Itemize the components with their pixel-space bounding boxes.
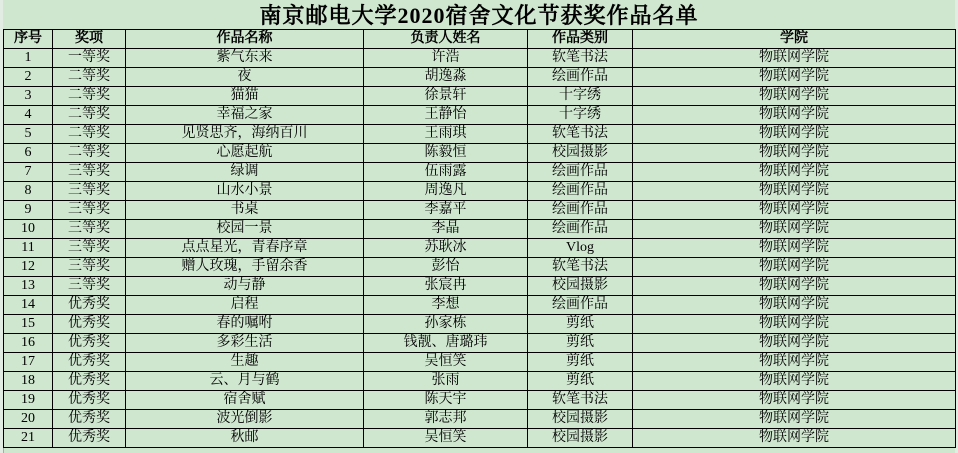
cell-category: 剪纸 [528, 315, 633, 334]
column-header-no: 序号 [4, 30, 53, 49]
cell-work: 绿调 [126, 163, 364, 182]
cell-person: 苏耿冰 [364, 239, 528, 258]
cell-category: 校园摄影 [528, 277, 633, 296]
cell-no: 4 [4, 106, 53, 125]
cell-no: 8 [4, 182, 53, 201]
cell-person: 李晶 [364, 220, 528, 239]
cell-no: 3 [4, 87, 53, 106]
cell-college: 物联网学院 [633, 410, 956, 429]
cell-no: 13 [4, 277, 53, 296]
cell-person: 吴恒笑 [364, 429, 528, 448]
table-row [4, 49, 956, 68]
cell-work: 宿舍赋 [126, 391, 364, 410]
cell-no: 17 [4, 353, 53, 372]
cell-work: 幸福之家 [126, 106, 364, 125]
cell-no: 6 [4, 144, 53, 163]
cell-college: 物联网学院 [633, 87, 956, 106]
cell-category: 绘画作品 [528, 296, 633, 315]
cell-work: 猫猫 [126, 87, 364, 106]
cell-work: 春的嘱咐 [126, 315, 364, 334]
cell-category: 剪纸 [528, 334, 633, 353]
cell-category: 绘画作品 [528, 201, 633, 220]
cell-person: 王雨琪 [364, 125, 528, 144]
cell-category: 校园摄影 [528, 429, 633, 448]
cell-person: 伍雨露 [364, 163, 528, 182]
awards-table [3, 29, 956, 448]
column-header-person: 负责人姓名 [364, 30, 528, 49]
cell-category: Vlog [528, 239, 633, 258]
cell-person: 王静怡 [364, 106, 528, 125]
cell-college: 物联网学院 [633, 106, 956, 125]
cell-work: 山水小景 [126, 182, 364, 201]
cell-no: 14 [4, 296, 53, 315]
cell-category: 十字绣 [528, 106, 633, 125]
table-row [4, 410, 956, 429]
cell-award: 二等奖 [53, 144, 126, 163]
cell-college: 物联网学院 [633, 372, 956, 391]
cell-work: 赠人玫瑰，手留余香 [126, 258, 364, 277]
cell-award: 三等奖 [53, 239, 126, 258]
cell-college: 物联网学院 [633, 220, 956, 239]
cell-award: 优秀奖 [53, 334, 126, 353]
cell-category: 软笔书法 [528, 49, 633, 68]
cell-college: 物联网学院 [633, 163, 956, 182]
cell-award: 优秀奖 [53, 410, 126, 429]
table-row [4, 106, 956, 125]
table-row [4, 220, 956, 239]
cell-work: 校园一景 [126, 220, 364, 239]
empty-sheet-strip [3, 448, 955, 453]
header-row [4, 30, 956, 49]
cell-award: 三等奖 [53, 182, 126, 201]
cell-college: 物联网学院 [633, 334, 956, 353]
cell-person: 李嘉平 [364, 201, 528, 220]
cell-no: 7 [4, 163, 53, 182]
cell-college: 物联网学院 [633, 144, 956, 163]
cell-person: 郭志邦 [364, 410, 528, 429]
cell-person: 钱靓、唐璐玮 [364, 334, 528, 353]
cell-person: 陈毅恒 [364, 144, 528, 163]
cell-college: 物联网学院 [633, 315, 956, 334]
cell-category: 剪纸 [528, 353, 633, 372]
cell-college: 物联网学院 [633, 49, 956, 68]
cell-work: 书桌 [126, 201, 364, 220]
table-row [4, 372, 956, 391]
table-row [4, 334, 956, 353]
cell-category: 绘画作品 [528, 68, 633, 87]
cell-no: 16 [4, 334, 53, 353]
cell-college: 物联网学院 [633, 277, 956, 296]
cell-no: 19 [4, 391, 53, 410]
cell-no: 11 [4, 239, 53, 258]
cell-person: 许浩 [364, 49, 528, 68]
cell-work: 动与静 [126, 277, 364, 296]
cell-award: 二等奖 [53, 106, 126, 125]
cell-award: 优秀奖 [53, 391, 126, 410]
page-title: 南京邮电大学2020宿舍文化节获奖作品名单 [3, 0, 955, 29]
cell-award: 三等奖 [53, 277, 126, 296]
cell-person: 李想 [364, 296, 528, 315]
table-row [4, 277, 956, 296]
cell-category: 十字绣 [528, 87, 633, 106]
cell-no: 10 [4, 220, 53, 239]
cell-college: 物联网学院 [633, 353, 956, 372]
cell-person: 孙家栋 [364, 315, 528, 334]
table-row [4, 239, 956, 258]
cell-category: 软笔书法 [528, 258, 633, 277]
cell-award: 三等奖 [53, 201, 126, 220]
cell-no: 9 [4, 201, 53, 220]
cell-award: 一等奖 [53, 49, 126, 68]
cell-person: 徐景轩 [364, 87, 528, 106]
cell-college: 物联网学院 [633, 258, 956, 277]
cell-category: 校园摄影 [528, 410, 633, 429]
cell-work: 波光倒影 [126, 410, 364, 429]
table-row [4, 429, 956, 448]
cell-no: 20 [4, 410, 53, 429]
cell-person: 张宸冉 [364, 277, 528, 296]
cell-work: 见贤思齐，海纳百川 [126, 125, 364, 144]
cell-award: 优秀奖 [53, 315, 126, 334]
cell-college: 物联网学院 [633, 125, 956, 144]
cell-person: 彭怡 [364, 258, 528, 277]
cell-no: 5 [4, 125, 53, 144]
cell-college: 物联网学院 [633, 239, 956, 258]
cell-award: 优秀奖 [53, 353, 126, 372]
table-row [4, 87, 956, 106]
cell-person: 胡逸淼 [364, 68, 528, 87]
column-header-award: 奖项 [53, 30, 126, 49]
cell-work: 心愿起航 [126, 144, 364, 163]
cell-award: 二等奖 [53, 68, 126, 87]
cell-person: 吴恒笑 [364, 353, 528, 372]
cell-work: 多彩生活 [126, 334, 364, 353]
table-row [4, 125, 956, 144]
cell-college: 物联网学院 [633, 201, 956, 220]
cell-category: 绘画作品 [528, 182, 633, 201]
cell-person: 陈天宇 [364, 391, 528, 410]
cell-category: 绘画作品 [528, 220, 633, 239]
cell-college: 物联网学院 [633, 429, 956, 448]
cell-no: 15 [4, 315, 53, 334]
cell-person: 张雨 [364, 372, 528, 391]
column-header-category: 作品类别 [528, 30, 633, 49]
cell-award: 三等奖 [53, 163, 126, 182]
table-row [4, 201, 956, 220]
cell-category: 校园摄影 [528, 144, 633, 163]
spreadsheet-area [3, 0, 955, 453]
cell-person: 周逸凡 [364, 182, 528, 201]
cell-award: 二等奖 [53, 87, 126, 106]
cell-no: 21 [4, 429, 53, 448]
cell-work: 点点星光，青春序章 [126, 239, 364, 258]
table-body [4, 49, 956, 448]
table-row [4, 163, 956, 182]
cell-no: 1 [4, 49, 53, 68]
cell-college: 物联网学院 [633, 182, 956, 201]
cell-award: 优秀奖 [53, 429, 126, 448]
cell-category: 剪纸 [528, 372, 633, 391]
cell-category: 绘画作品 [528, 163, 633, 182]
cell-college: 物联网学院 [633, 296, 956, 315]
column-header-college: 学院 [633, 30, 956, 49]
cell-award: 优秀奖 [53, 372, 126, 391]
cell-college: 物联网学院 [633, 391, 956, 410]
table-row [4, 68, 956, 87]
cell-award: 三等奖 [53, 258, 126, 277]
cell-work: 秋邮 [126, 429, 364, 448]
cell-category: 软笔书法 [528, 125, 633, 144]
table-row [4, 353, 956, 372]
cell-no: 2 [4, 68, 53, 87]
table-row [4, 182, 956, 201]
table-row [4, 258, 956, 277]
cell-no: 12 [4, 258, 53, 277]
table-row [4, 296, 956, 315]
cell-award: 优秀奖 [53, 296, 126, 315]
cell-no: 18 [4, 372, 53, 391]
table-row [4, 144, 956, 163]
table-header [4, 30, 956, 49]
cell-category: 软笔书法 [528, 391, 633, 410]
table-row [4, 391, 956, 410]
cell-work: 生趣 [126, 353, 364, 372]
cell-work: 启程 [126, 296, 364, 315]
cell-college: 物联网学院 [633, 68, 956, 87]
cell-work: 夜 [126, 68, 364, 87]
column-header-work: 作品名称 [126, 30, 364, 49]
cell-work: 云、月与鹤 [126, 372, 364, 391]
cell-award: 三等奖 [53, 220, 126, 239]
cell-award: 二等奖 [53, 125, 126, 144]
table-row [4, 315, 956, 334]
cell-work: 紫气东来 [126, 49, 364, 68]
